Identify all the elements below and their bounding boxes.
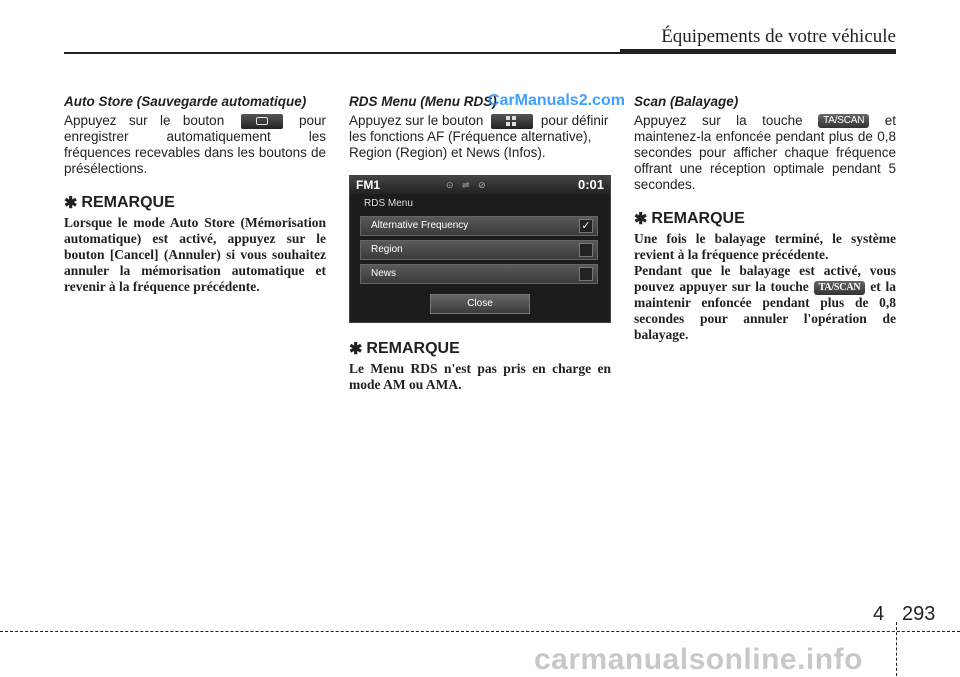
screen-band: FM1 [356,178,380,192]
menu-item-label: Alternative Frequency [371,220,469,231]
menu-item-label: News [371,268,397,279]
rds-text-before: Appuyez sur le bouton [349,113,484,128]
checkbox-alternative-frequency[interactable]: ✓ [579,219,593,233]
checkbox-news[interactable] [579,267,593,281]
menu-item-alternative-frequency[interactable] [360,216,598,236]
note-title: REMARQUE [366,340,460,357]
auto-store-text-before: Appuyez sur le bouton [64,113,225,128]
note-heading [349,339,611,359]
screen-time: 0:01 [577,177,604,192]
note-text-2 [634,263,896,343]
rds-paragraph [349,113,611,161]
section-title-rds-menu: RDS Menu (Menu RDS) [349,94,497,109]
camera-icon [256,117,268,125]
note-text: Le Menu RDS n'est pas pris en charge en mode AM ou AMA. [349,361,611,392]
note-title: REMARQUE [651,210,745,227]
column-scan [634,94,896,343]
note-heading [634,209,896,229]
note-star-icon: ✱ [634,211,648,228]
screen-status-icons: ⊙ ⇌ ⊘ [446,180,489,190]
auto-store-paragraph [64,113,326,177]
note-heading [64,193,326,213]
grid-icon [506,116,517,127]
screen-menu-title: RDS Menu [364,198,413,209]
footer-divider [896,622,897,676]
ta-scan-button: TA/SCAN [818,114,869,128]
checkbox-region[interactable] [579,243,593,257]
column-auto-store [64,94,326,295]
page-chapter: 4 [873,603,885,625]
close-button[interactable]: Close [430,294,530,314]
note-text-2-body: Pendant que le balayage est activé, vous pouvez appuyer sur la touche [634,263,896,294]
ta-scan-button: TA/SCAN [814,281,866,295]
note-star-icon: ✱ [64,195,78,212]
note-text-1: Une fois le balayage terminé, le système revient à la fréquence précédente. [634,231,896,262]
note-title: REMARQUE [81,194,175,211]
page-number: 293 [902,603,936,625]
menu-button-icon [491,114,533,129]
watermark: CarManuals2.com [488,92,625,109]
section-title-scan: Scan (Balayage) [634,94,739,109]
header-rule-accent [620,49,896,53]
scan-text-after: et maintenez-la enfoncée pendant plus de 0,8 secondes pour afficher chaque fréquence offrant une réception optimale pendant 5 secondes. [634,113,896,192]
camera-button-icon [241,114,283,129]
header-title: Équipements de votre véhicule [661,26,896,47]
menu-item-news[interactable] [360,264,598,284]
rds-menu-screenshot [349,175,611,323]
note-text: Lorsque le mode Auto Store (Mémorisation automatique) est activé, appuyez sur le bouton [Cancel] (Annuler) si vous souhaitez annuler la mémorisation automatique et revenir à la fréquence précédente. [64,215,326,294]
section-title-auto-store: Auto Store (Sauvegarde automatique) [64,94,307,109]
scan-text-before: Appuyez sur la touche [634,113,803,128]
note-star-icon: ✱ [349,341,363,358]
rds-text-after: pour définir les fonctions AF (Fréquence alternative), Region (Region) et News (Infos). [349,113,609,160]
menu-item-label: Region [371,244,403,255]
column-rds-menu [349,94,611,393]
scan-paragraph [634,113,896,193]
note-text-3-body: et la maintenir enfoncée pendant plus de 0,8 secondes pour annuler l'opération de balayage. [634,279,897,342]
footer-watermark: carmanualsonline.info [534,643,863,676]
footer-rule [0,631,960,632]
menu-item-region[interactable] [360,240,598,260]
auto-store-text-after: pour enregistrer automatiquement les fréquences recevables dans les boutons de présélections. [64,113,326,176]
